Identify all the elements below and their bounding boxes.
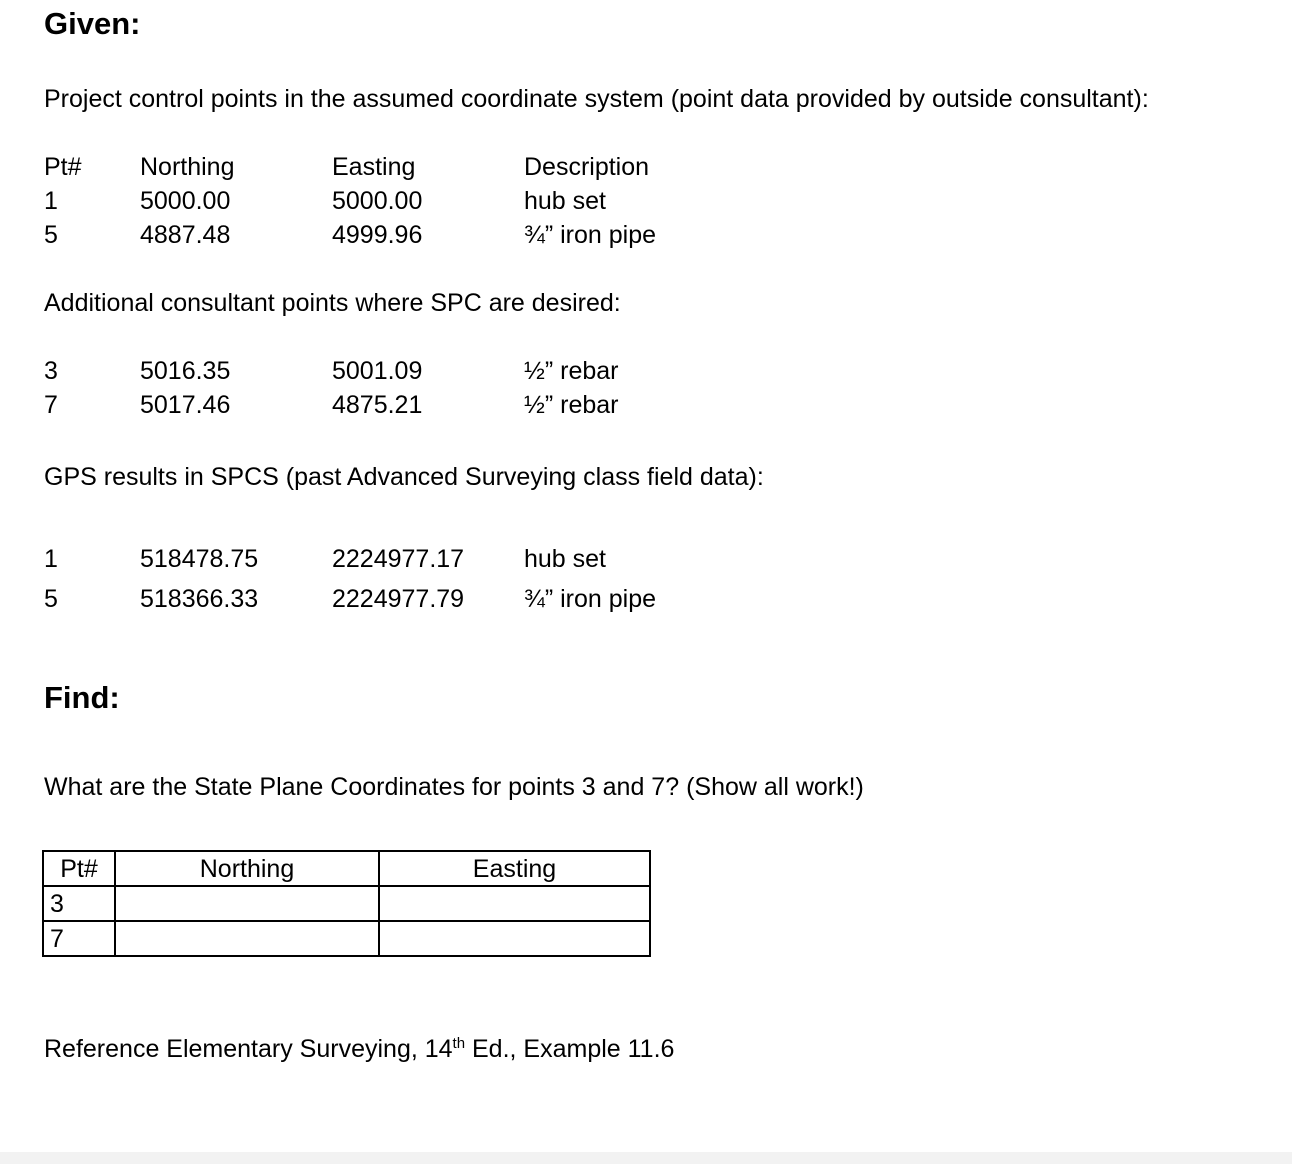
col-header-description: Description	[524, 153, 650, 181]
reference-prefix: Reference Elementary Surveying, 14	[44, 1035, 453, 1063]
given-intro: Project control points in the assumed coordinate system (point data provided by outside consultant):	[44, 85, 1149, 113]
answer-table-header	[43, 851, 650, 886]
answer-header-easting: Easting	[379, 851, 650, 886]
description-value: hub set	[524, 187, 607, 215]
description-value: ¾” iron pipe	[524, 221, 657, 249]
col-header-easting: Easting	[332, 153, 416, 181]
pt-number: 1	[44, 187, 58, 215]
pt-number: 7	[44, 391, 58, 419]
northing-value: 5016.35	[140, 357, 231, 385]
find-heading: Find:	[44, 680, 120, 715]
gps-intro: GPS results in SPCS (past Advanced Surveying class field data):	[44, 463, 764, 491]
answer-header-pt: Pt#	[43, 851, 115, 886]
answer-easting-cell[interactable]	[379, 886, 650, 921]
northing-value: 4887.48	[140, 221, 231, 249]
easting-value: 4999.96	[332, 221, 423, 249]
easting-value: 2224977.79	[332, 585, 465, 613]
answer-northing-cell[interactable]	[115, 886, 379, 921]
pt-number: 1	[44, 545, 58, 573]
given-heading: Given:	[44, 6, 141, 41]
answer-easting-cell[interactable]	[379, 921, 650, 956]
answer-pt-cell: 3	[43, 886, 115, 921]
northing-value: 518478.75	[140, 545, 259, 573]
reference-line	[44, 1034, 674, 1064]
pt-number: 5	[44, 221, 58, 249]
easting-value: 4875.21	[332, 391, 423, 419]
northing-value: 5000.00	[140, 187, 231, 215]
description-value: ½” rebar	[524, 357, 619, 385]
description-value: ½” rebar	[524, 391, 619, 419]
page-bottom-strip	[0, 1152, 1292, 1164]
reference-superscript: th	[452, 1035, 466, 1052]
answer-header-northing: Northing	[115, 851, 379, 886]
col-header-pt: Pt#	[44, 153, 82, 181]
table-row	[43, 886, 650, 921]
northing-value: 5017.46	[140, 391, 231, 419]
table-row	[43, 921, 650, 956]
easting-value: 2224977.17	[332, 545, 465, 573]
easting-value: 5001.09	[332, 357, 423, 385]
pt-number: 5	[44, 585, 58, 613]
additional-intro: Additional consultant points where SPC are desired:	[44, 289, 621, 317]
answer-pt-cell: 7	[43, 921, 115, 956]
answer-table	[42, 850, 651, 957]
col-header-northing: Northing	[140, 153, 235, 181]
pt-number: 3	[44, 357, 58, 385]
description-value: ¾” iron pipe	[524, 585, 657, 613]
northing-value: 518366.33	[140, 585, 259, 613]
description-value: hub set	[524, 545, 607, 573]
answer-northing-cell[interactable]	[115, 921, 379, 956]
reference-suffix: Ed., Example 11.6	[465, 1035, 675, 1063]
find-question: What are the State Plane Coordinates for points 3 and 7? (Show all work!)	[44, 773, 864, 801]
easting-value: 5000.00	[332, 187, 423, 215]
